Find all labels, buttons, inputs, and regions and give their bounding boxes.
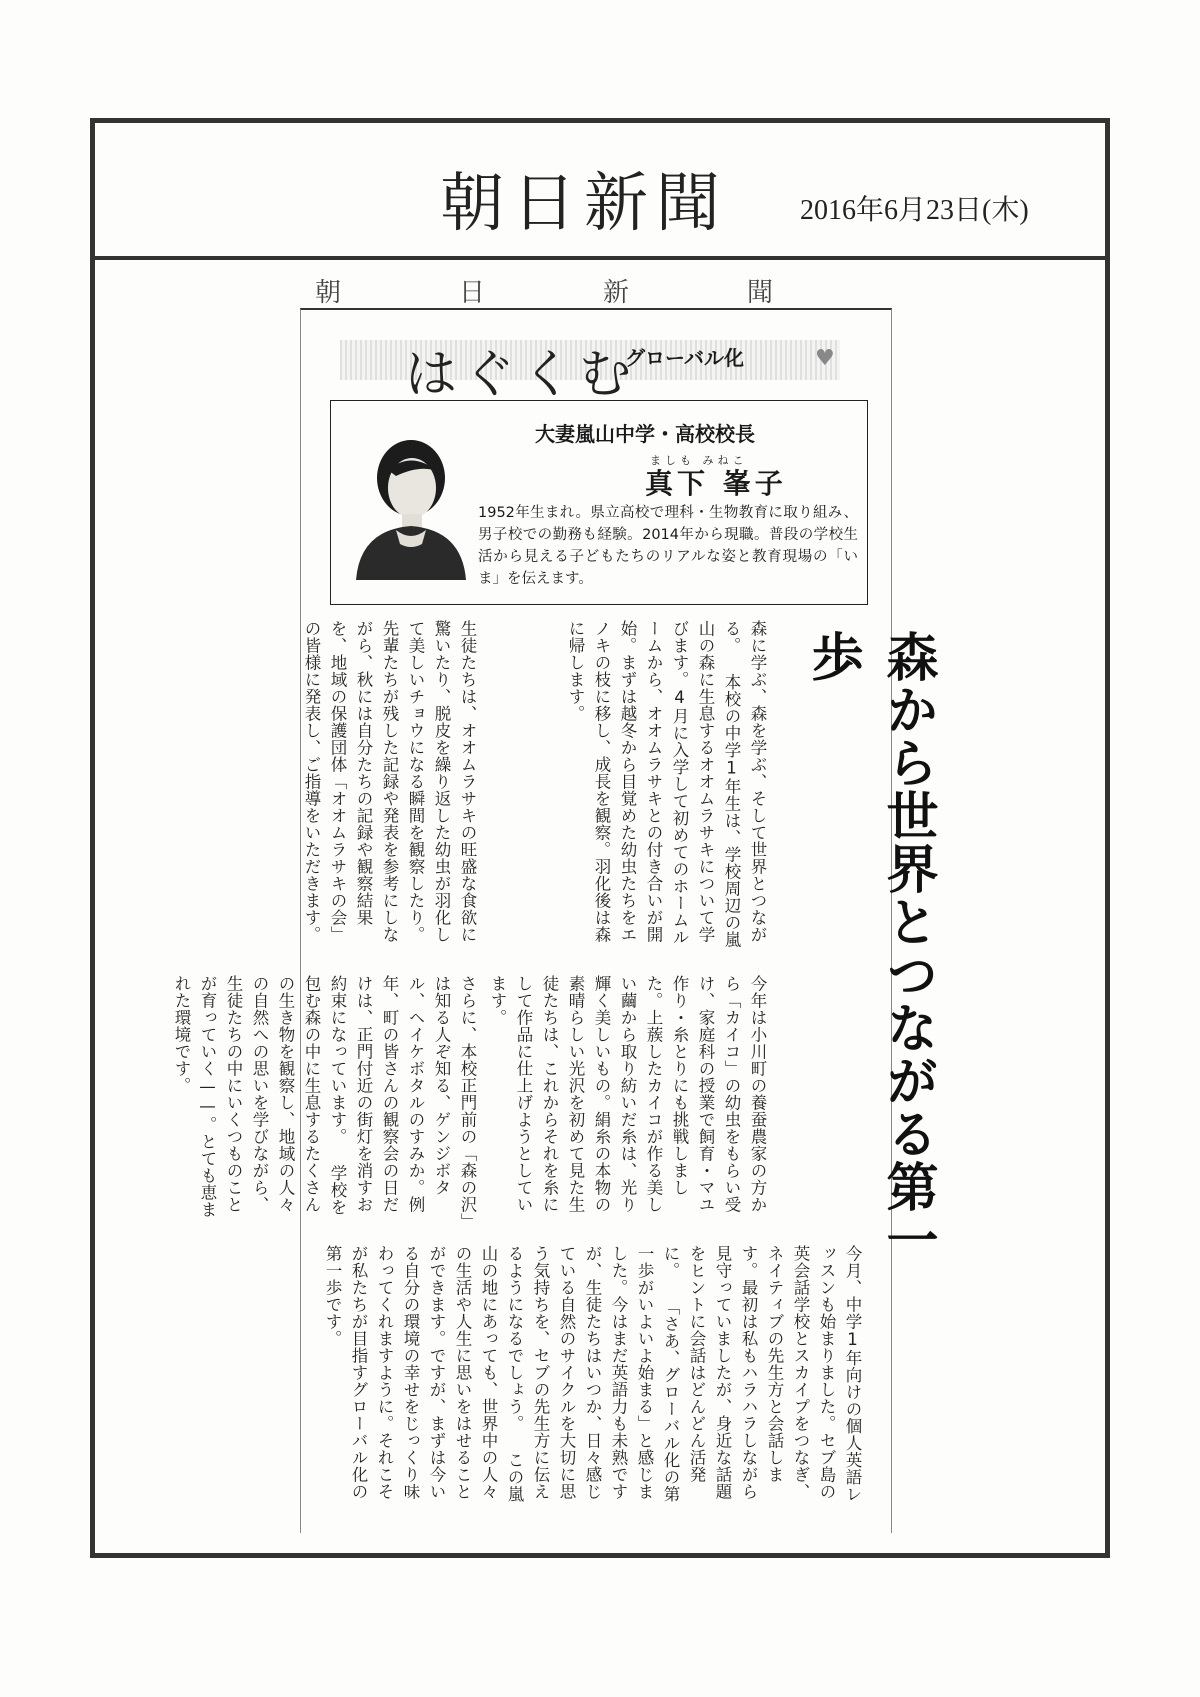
author-photo [352,430,470,580]
paragraph-text: 今月、中学1年向けの個人英語レッスンも始まりました。セブ島の英会話学校とスカイプをつなぎ、ネイティブの先生方と会話します。最初は私もハラハラしながら見守っていましたが、身近な話題をヒントに会話はどんどん活発に。 [661,1245,862,1503]
paragraph-text: 学校を包む森の中に生息するたくさんの生き物を観察し、地域の人々の自然への思いを学びながら、生徒たちの中にいくつものことが育っていく——。とても恵まれた環境です。 [172,975,347,1218]
logo-char: 新 [602,278,631,308]
author-name-ruby: ましも みねこ [650,454,748,467]
paragraph-text: 森に学ぶ、森を学ぶ、そして世界とつながる。 [722,620,767,943]
newspaper-title: 朝日新聞 [440,167,728,241]
paragraph-text: この嵐山の地にあっても、世界中の人々の生活や人生に思いをはせることができます。ですが、まずは今いる自分の環境の幸せをじっくり味わってくれますように。それこそが私たちが目指すグローバル化の第一歩です。 [323,1245,524,1503]
author-organization: 大妻嵐山中学・高校校長 [535,422,755,446]
article-paragraph [325,1245,865,1515]
paragraph-text: 「さあ、グローバル化の第一歩がいよいよ始まる」と感じました。今はまだ英語力も未熟ですが、生徒たちはいつか、日々感じている自然のサイクルを大切に思う気持ちを、セブの先生方に伝えるようになるでしょう。 [505,1245,680,1503]
author-name: 真下 峯子 [645,467,787,500]
logo-char: 聞 [746,278,775,308]
logo-char: 朝 [315,278,344,308]
paragraph-text: 今年は小川町の養蚕農家の方から「カイコ」の幼虫をもらい受け、家庭科の授業で飼育・マユ作り・糸とりにも挑戦しました。上蔟したカイコが作る美しい繭から取り紡いだ糸は、光り輝く美しいもの。絹糸の本物の素晴らしい光沢を初めて見た生徒たちは、これからそれを糸にして作品に仕上げようとしています。 [488,975,767,1213]
article-paragraph [302,620,480,955]
article-headline: 森から世界とつながる第一歩 [802,630,938,1266]
heart-icon: ♥ [815,346,835,371]
article-paragraph [480,975,770,1225]
article-paragraph [480,620,770,955]
paragraph-text: 本校の中学1年生は、学校周辺の嵐山の森に生息するオオムラサキについて学びます。4月に入学して初めてのホームルームから、オオムラサキとの付き合いが開始。まずは越冬から目覚めた幼虫たちをエノキの枝に移し、成長を観察。羽化後は森に帰します。 [566,620,741,948]
publication-date: 2016年6月23日(木) [800,195,1029,226]
article-paragraph [172,975,480,1225]
logo-char: 日 [458,278,487,308]
paragraph-text: さらに、本校正門前の「森の沢」は知る人ぞ知る、ゲンジボタル、ヘイケボタルのすみか。例年、町の皆さんの観察会の日だけは、正門付近の街灯を消すお約束になっています。 [328,975,477,1222]
author-bio: 1952年生まれ。県立高校で理科・生物教育に取り組み、男子校での勤務も経験。2014年から現職。普段の学校生活から見える子どもたちのリアルな姿と教育現場の「いま」を伝えます。 [478,505,858,587]
paragraph-text: 生徒たちは、オオムラサキの旺盛な食欲に驚いたり、脱皮を繰り返した幼虫が羽化して美しいチョウになる瞬間を観察したり。先輩たちが残した記録や発表を参考にしながら、秋には自分たちの記録や観察結果を、地域の保護団体「オオムラサキの会」の皆様に発表し、ご指導をいただきます。 [302,620,477,943]
series-title: はぐくむ [405,345,638,405]
series-subtitle: グローバル化 [625,346,744,370]
clipping-logo [315,272,775,309]
